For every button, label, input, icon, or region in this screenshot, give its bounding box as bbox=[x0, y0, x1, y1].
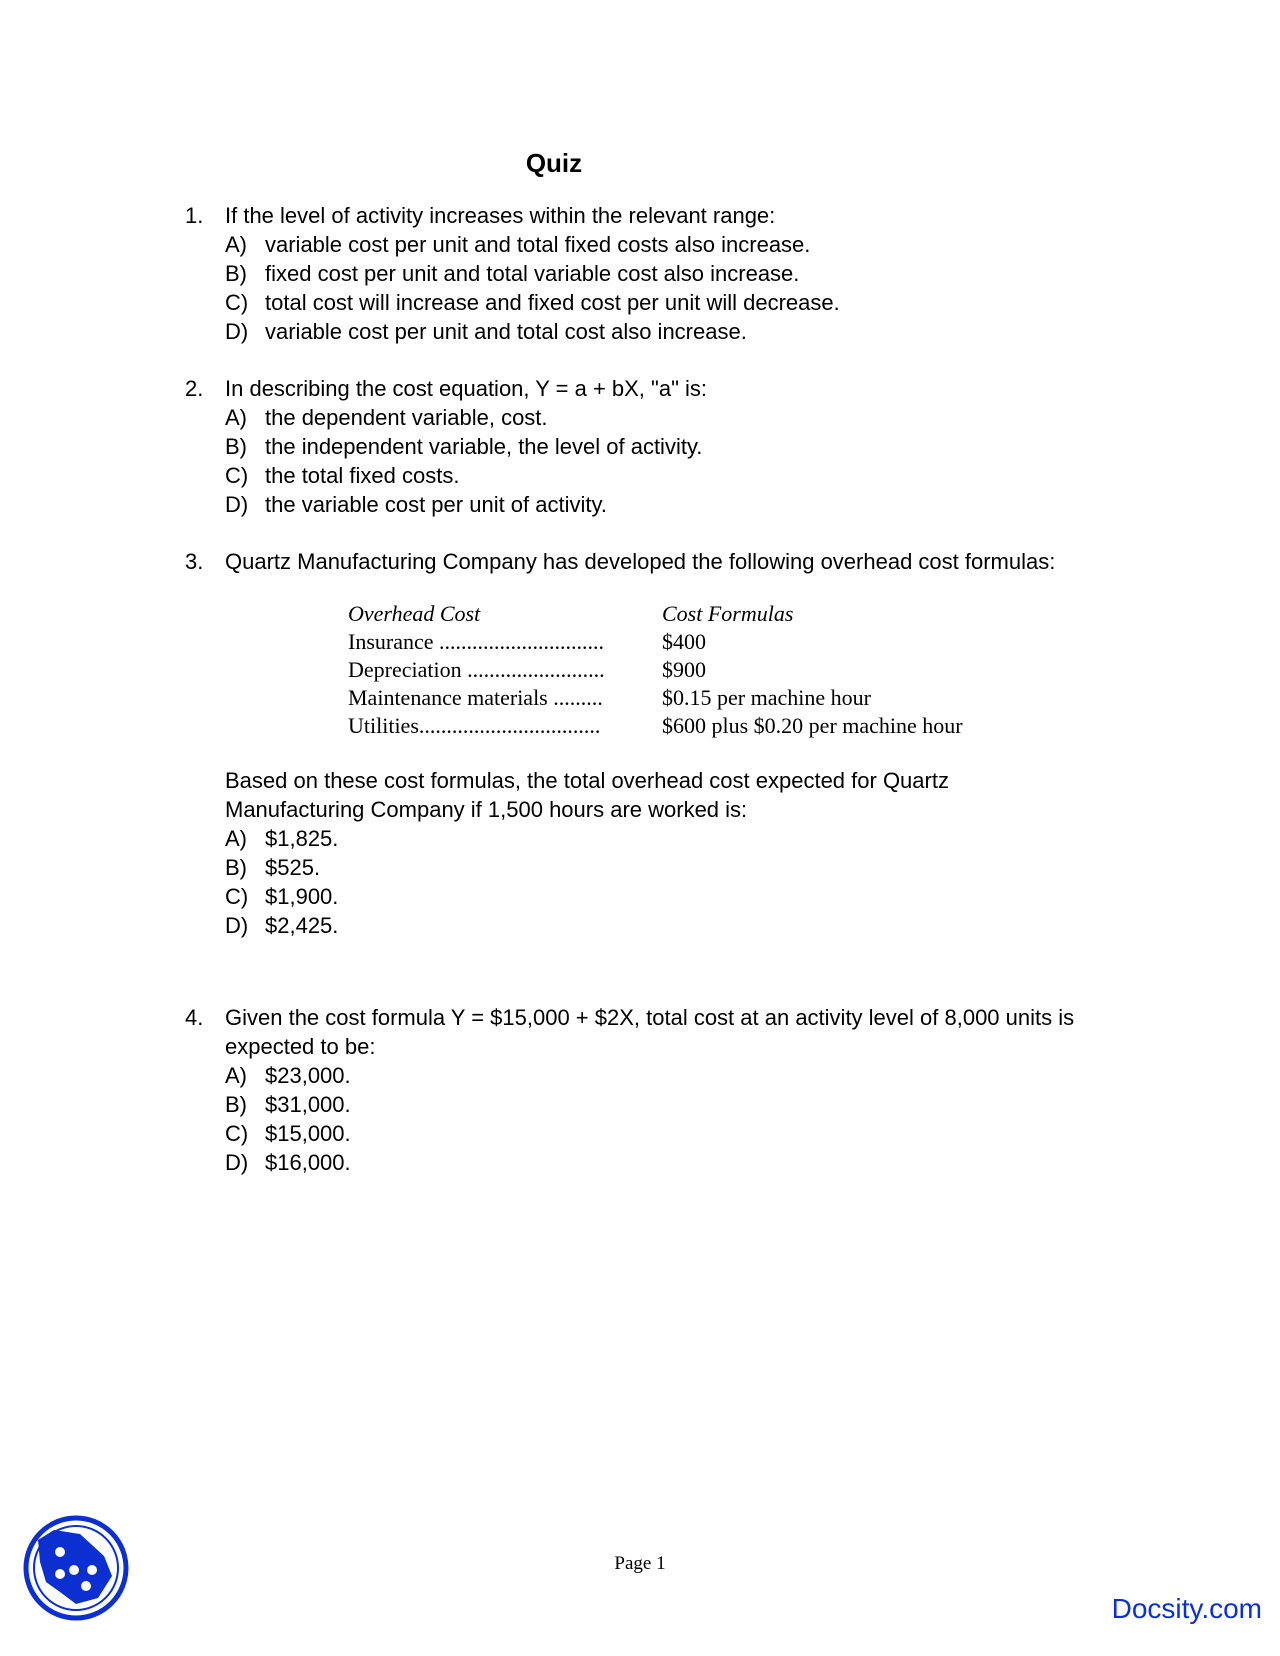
quiz-title: Quiz bbox=[525, 148, 583, 178]
table-cell: Depreciation ......................... bbox=[348, 657, 605, 682]
option-letter: A) bbox=[225, 232, 247, 257]
option-text: variable cost per unit and total cost also increase. bbox=[265, 319, 747, 344]
answer-option bbox=[225, 461, 1085, 490]
option-letter: D) bbox=[225, 1150, 249, 1175]
question-followup-text: Based on these cost formulas, the total overhead cost expected for Quartz Manufacturing Company if 1,500 hours are worked is: bbox=[225, 768, 949, 822]
table-cell: $0.15 per machine hour bbox=[662, 685, 871, 710]
answer-option bbox=[225, 824, 1065, 853]
option-letter: B) bbox=[225, 1092, 247, 1117]
docsity-logo-icon bbox=[20, 1512, 132, 1624]
option-letter: D) bbox=[225, 492, 249, 517]
option-text: the variable cost per unit of activity. bbox=[265, 492, 607, 517]
question-3 bbox=[185, 547, 1065, 940]
option-letter: A) bbox=[225, 405, 247, 430]
option-letter: B) bbox=[225, 434, 247, 459]
option-text: $31,000. bbox=[265, 1092, 351, 1117]
table-cell: $900 bbox=[662, 657, 706, 682]
option-letter: C) bbox=[225, 1121, 249, 1146]
option-text: $23,000. bbox=[265, 1063, 351, 1088]
answer-option bbox=[225, 403, 1085, 432]
table-row bbox=[348, 656, 963, 684]
option-letter: D) bbox=[225, 913, 249, 938]
option-letter: A) bbox=[225, 1063, 247, 1088]
answer-option bbox=[225, 432, 1085, 461]
question-1 bbox=[185, 201, 1085, 346]
table-header: Overhead Cost bbox=[348, 601, 481, 626]
table-row bbox=[348, 628, 963, 656]
answer-option bbox=[225, 1148, 1105, 1177]
question-text: Quartz Manufacturing Company has developed the following overhead cost formulas: bbox=[225, 549, 1056, 574]
answer-option bbox=[225, 230, 1085, 259]
table-header-row bbox=[348, 600, 963, 628]
option-letter: A) bbox=[225, 826, 247, 851]
option-text: $2,425. bbox=[265, 913, 339, 938]
option-text: $1,825. bbox=[265, 826, 339, 851]
answer-option bbox=[225, 1119, 1105, 1148]
question-text: If the level of activity increases within the relevant range: bbox=[225, 203, 776, 228]
table-row bbox=[348, 684, 963, 712]
option-letter: D) bbox=[225, 319, 249, 344]
question-text: Given the cost formula Y = $15,000 + $2X, total cost at an activity level of 8,000 units is expected to be: bbox=[225, 1005, 1075, 1059]
option-letter: B) bbox=[225, 261, 247, 286]
table-cell: $400 bbox=[662, 629, 706, 654]
answer-option bbox=[225, 911, 1065, 940]
option-text: $15,000. bbox=[265, 1121, 351, 1146]
option-text: $525. bbox=[265, 855, 321, 880]
docsity-brand-link[interactable]: Docsity.com bbox=[1111, 1593, 1262, 1624]
option-letter: C) bbox=[225, 884, 249, 909]
question-number: 3. bbox=[185, 549, 204, 574]
option-letter: C) bbox=[225, 463, 249, 488]
question-text: In describing the cost equation, Y = a + bX, "a" is: bbox=[225, 376, 708, 401]
answer-option bbox=[225, 882, 1065, 911]
question-2 bbox=[185, 374, 1085, 519]
question-4 bbox=[185, 1003, 1105, 1177]
answer-option bbox=[225, 1061, 1105, 1090]
page-number: Page 1 bbox=[614, 1553, 666, 1574]
table-row bbox=[348, 712, 963, 740]
answer-option bbox=[225, 259, 1085, 288]
option-text: fixed cost per unit and total variable cost also increase. bbox=[265, 261, 800, 286]
overhead-cost-table bbox=[348, 600, 963, 740]
answer-option bbox=[225, 317, 1085, 346]
option-text: variable cost per unit and total fixed costs also increase. bbox=[265, 232, 811, 257]
question-number: 1. bbox=[185, 203, 204, 228]
option-text: total cost will increase and fixed cost per unit will decrease. bbox=[265, 290, 840, 315]
question-number: 4. bbox=[185, 1005, 204, 1030]
option-text: the total fixed costs. bbox=[265, 463, 460, 488]
answer-option bbox=[225, 1090, 1105, 1119]
table-cell: Maintenance materials ......... bbox=[348, 685, 603, 710]
question-number: 2. bbox=[185, 376, 204, 401]
answer-option bbox=[225, 490, 1085, 519]
option-letter: B) bbox=[225, 855, 247, 880]
answer-option bbox=[225, 853, 1065, 882]
option-text: $16,000. bbox=[265, 1150, 351, 1175]
answer-option bbox=[225, 288, 1085, 317]
table-cell: Insurance .............................. bbox=[348, 629, 605, 654]
option-text: the independent variable, the level of activity. bbox=[265, 434, 703, 459]
option-text: $1,900. bbox=[265, 884, 339, 909]
table-cell: Utilities................................. bbox=[348, 713, 601, 738]
table-cell: $600 plus $0.20 per machine hour bbox=[662, 713, 963, 738]
option-letter: C) bbox=[225, 290, 249, 315]
table-header: Cost Formulas bbox=[662, 601, 794, 626]
option-text: the dependent variable, cost. bbox=[265, 405, 548, 430]
